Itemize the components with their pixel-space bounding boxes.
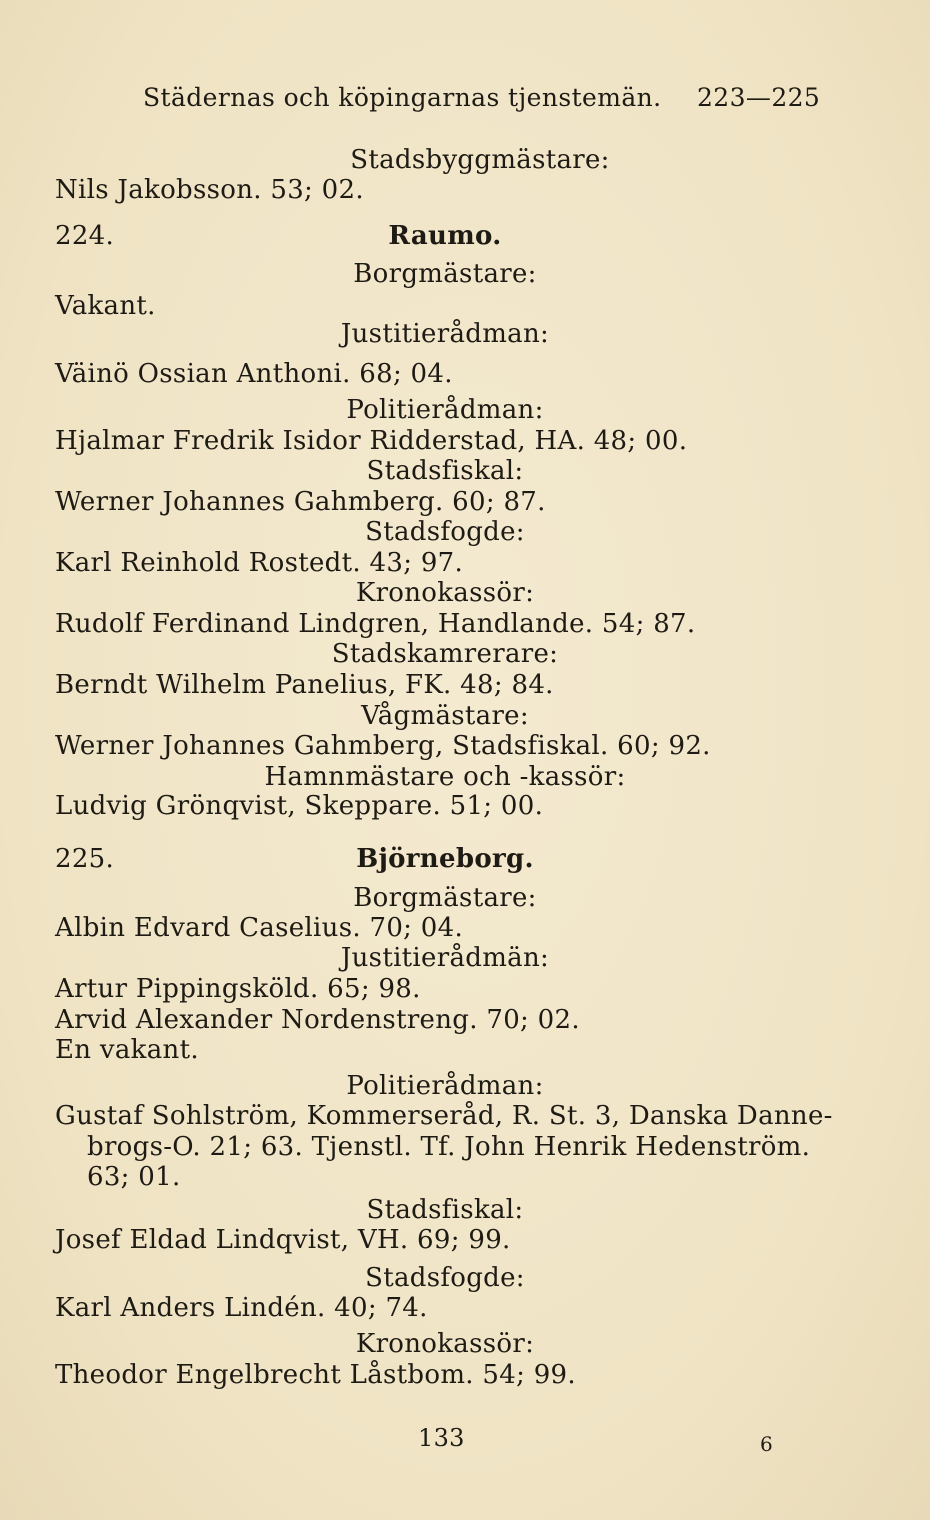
entry-line: Josef Eldad Lindqvist, VH. 69; 99. — [55, 1225, 511, 1255]
title-heading: Justitierådman: — [340, 319, 550, 349]
title-heading: Stadsfogde: — [365, 517, 525, 547]
entry-line: Berndt Wilhelm Panelius, FK. 48; 84. — [55, 670, 554, 700]
entry-line: Albin Edvard Caselius. 70; 04. — [55, 913, 464, 943]
title-heading: Justitierådmän: — [340, 943, 550, 973]
entry-line: Artur Pippingsköld. 65; 98. — [55, 974, 421, 1004]
section-number: 225. — [55, 844, 115, 874]
signature-mark: 6 — [760, 1432, 774, 1456]
title-heading: Stadskamrerare: — [331, 639, 559, 669]
entry-line: Karl Anders Lindén. 40; 74. — [55, 1293, 428, 1323]
title-heading: Stadsfogde: — [365, 1263, 525, 1293]
title-heading: Borgmästare: — [353, 259, 537, 289]
entry-line-continued: 63; 01. — [87, 1162, 181, 1192]
title-heading: Kronokassör: — [355, 578, 535, 608]
section-number: 224. — [55, 221, 115, 251]
entry-line: Nils Jakobsson. 53; 02. — [55, 175, 364, 205]
entry-line-continued: brogs-O. 21; 63. Tjenstl. Tf. John Henrik Hedenström. — [87, 1132, 811, 1162]
entry-line: Vakant. — [55, 291, 156, 321]
title-heading: Vågmästare: — [361, 701, 529, 731]
entry-line: En vakant. — [55, 1035, 199, 1065]
entry-line: Rudolf Ferdinand Lindgren, Handlande. 54; 87. — [55, 609, 696, 639]
place-heading: Raumo. — [388, 221, 502, 251]
entry-line: Karl Reinhold Rostedt. 43; 97. — [55, 548, 464, 578]
entry-line: Arvid Alexander Nordenstreng. 70; 02. — [55, 1005, 580, 1035]
entry-line: Werner Johannes Gahmberg, Stadsfiskal. 60; 92. — [55, 731, 711, 761]
entry-line: Theodor Engelbrecht Låstbom. 54; 99. — [55, 1360, 576, 1390]
page-number: 133 — [418, 1424, 465, 1452]
title-heading: Politierådman: — [346, 1071, 544, 1101]
entry-line: Werner Johannes Gahmberg. 60; 87. — [55, 487, 546, 517]
title-heading: Stadsfiskal: — [366, 456, 524, 486]
running-title: Städernas och köpingarnas tjenstemän. — [143, 83, 662, 112]
title-heading: Stadsbyggmästare: — [350, 145, 610, 175]
entry-line: Ludvig Grönqvist, Skeppare. 51; 00. — [55, 791, 544, 821]
title-heading: Kronokassör: — [355, 1329, 535, 1359]
place-heading: Björneborg. — [356, 844, 534, 874]
section-range: 223—225 — [697, 83, 821, 112]
entry-line: Väinö Ossian Anthoni. 68; 04. — [55, 359, 453, 389]
title-heading: Politierådman: — [346, 395, 544, 425]
title-heading: Hamnmästare och -kassör: — [264, 762, 626, 792]
title-heading: Borgmästare: — [353, 883, 537, 913]
entry-line: Gustaf Sohlström, Kommerseråd, R. St. 3, Danska Danne- — [55, 1101, 833, 1131]
title-heading: Stadsfiskal: — [366, 1195, 524, 1225]
entry-line: Hjalmar Fredrik Isidor Ridderstad, HA. 48; 00. — [55, 426, 688, 456]
